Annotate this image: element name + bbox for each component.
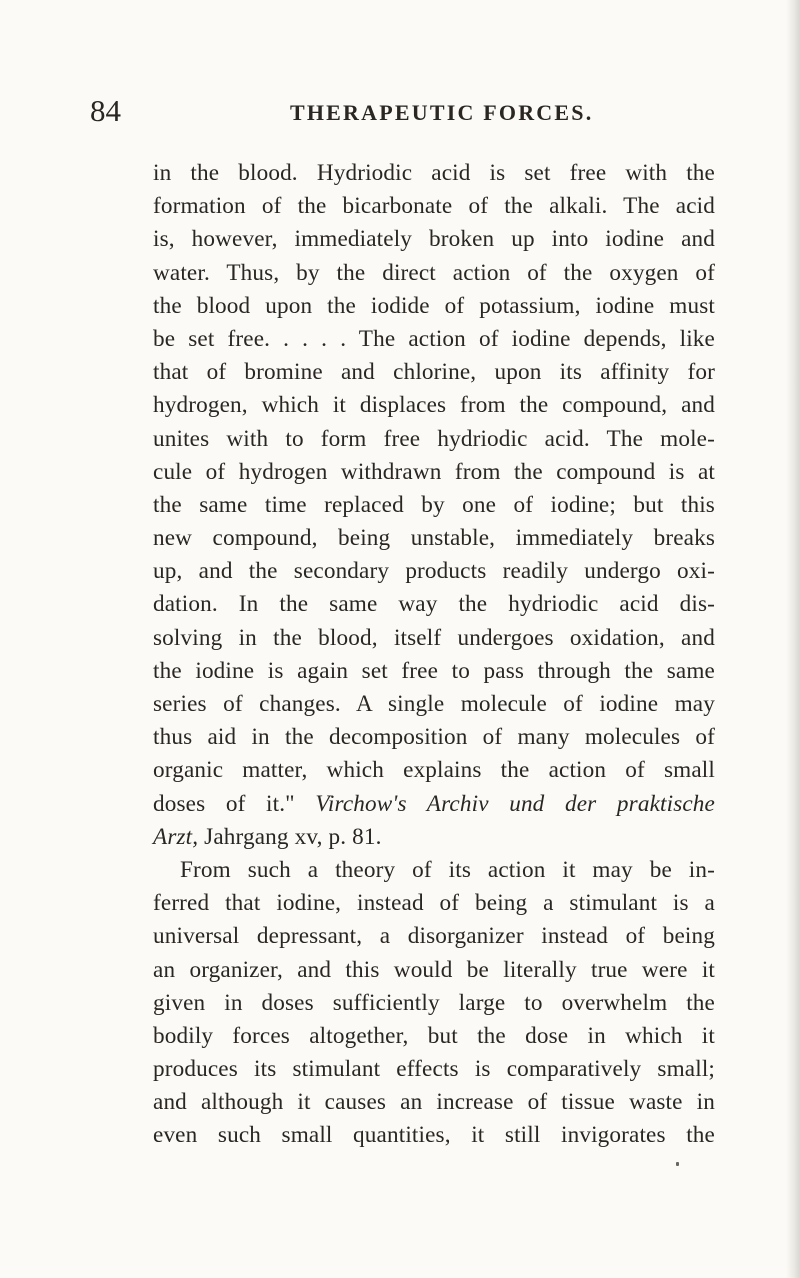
text-line: up, and the secondary products readily undergo oxi-	[153, 558, 715, 585]
text-line: even such small quantities, it still invigorates the	[153, 1122, 715, 1149]
page-edge-shadow	[786, 0, 800, 1278]
body-text	[153, 157, 715, 1153]
citation-volume: Jahrgang xv, p. 81.	[204, 823, 382, 850]
text-line: universal depressant, a disorganizer instead of being	[153, 923, 715, 950]
text-line: series of changes. A single molecule of iodine may	[153, 691, 715, 717]
text-line: given in doses sufficiently large to overwhelm the	[153, 989, 715, 1016]
citation-source-title-end: Arzt,	[153, 823, 199, 850]
text-line: solving in the blood, itself undergoes oxidation, and	[153, 624, 715, 651]
print-speck	[676, 1162, 679, 1166]
text-line: bodily forces altogether, but the dose in which it	[153, 1022, 715, 1049]
citation-lead: doses of it."	[153, 790, 295, 817]
text-line: thus aid in the decomposition of many molecules of	[153, 724, 715, 751]
page-number: 84	[90, 93, 121, 128]
running-title: THERAPEUTIC FORCES.	[290, 100, 594, 125]
text-line: an organizer, and this would be literally true were it	[153, 956, 715, 983]
text-line: be set free. . . . . The action of iodine depends, like	[153, 325, 715, 352]
text-line: dation. In the same way the hydriodic acid dis-	[153, 591, 715, 618]
text-line: new compound, being unstable, immediately breaks	[153, 525, 715, 552]
text-line: and although it causes an increase of tissue waste in	[153, 1089, 715, 1116]
text-line: formation of the bicarbonate of the alkali. The acid	[153, 193, 715, 220]
text-line: the iodine is again set free to pass through the same	[153, 657, 715, 684]
text-line: in the blood. Hydriodic acid is set free with the	[153, 160, 715, 186]
text-line: produces its stimulant effects is comparatively small;	[153, 1056, 715, 1083]
text-line: unites with to form free hydriodic acid. The mole-	[153, 425, 715, 452]
page-header	[0, 92, 800, 132]
citation-source-title: Virchow's Archiv und der praktische	[315, 790, 715, 817]
text-line: that of bromine and chlorine, upon its affinity for	[153, 359, 715, 386]
paragraph-start-line: From such a theory of its action it may be in-	[180, 856, 715, 883]
text-line: the blood upon the iodide of potassium, iodine must	[153, 292, 715, 319]
text-line: cule of hydrogen withdrawn from the compound is at	[153, 458, 715, 485]
citation-line	[153, 821, 715, 854]
text-line: the same time replaced by one of iodine; but this	[153, 491, 715, 518]
text-line: hydrogen, which it displaces from the compound, and	[153, 392, 715, 419]
text-line: water. Thus, by the direct action of the oxygen of	[153, 259, 715, 286]
citation-line	[153, 788, 715, 821]
text-line: is, however, immediately broken up into iodine and	[153, 226, 715, 253]
text-line: organic matter, which explains the action of small	[153, 757, 715, 784]
text-line: ferred that iodine, instead of being a stimulant is a	[153, 890, 715, 917]
